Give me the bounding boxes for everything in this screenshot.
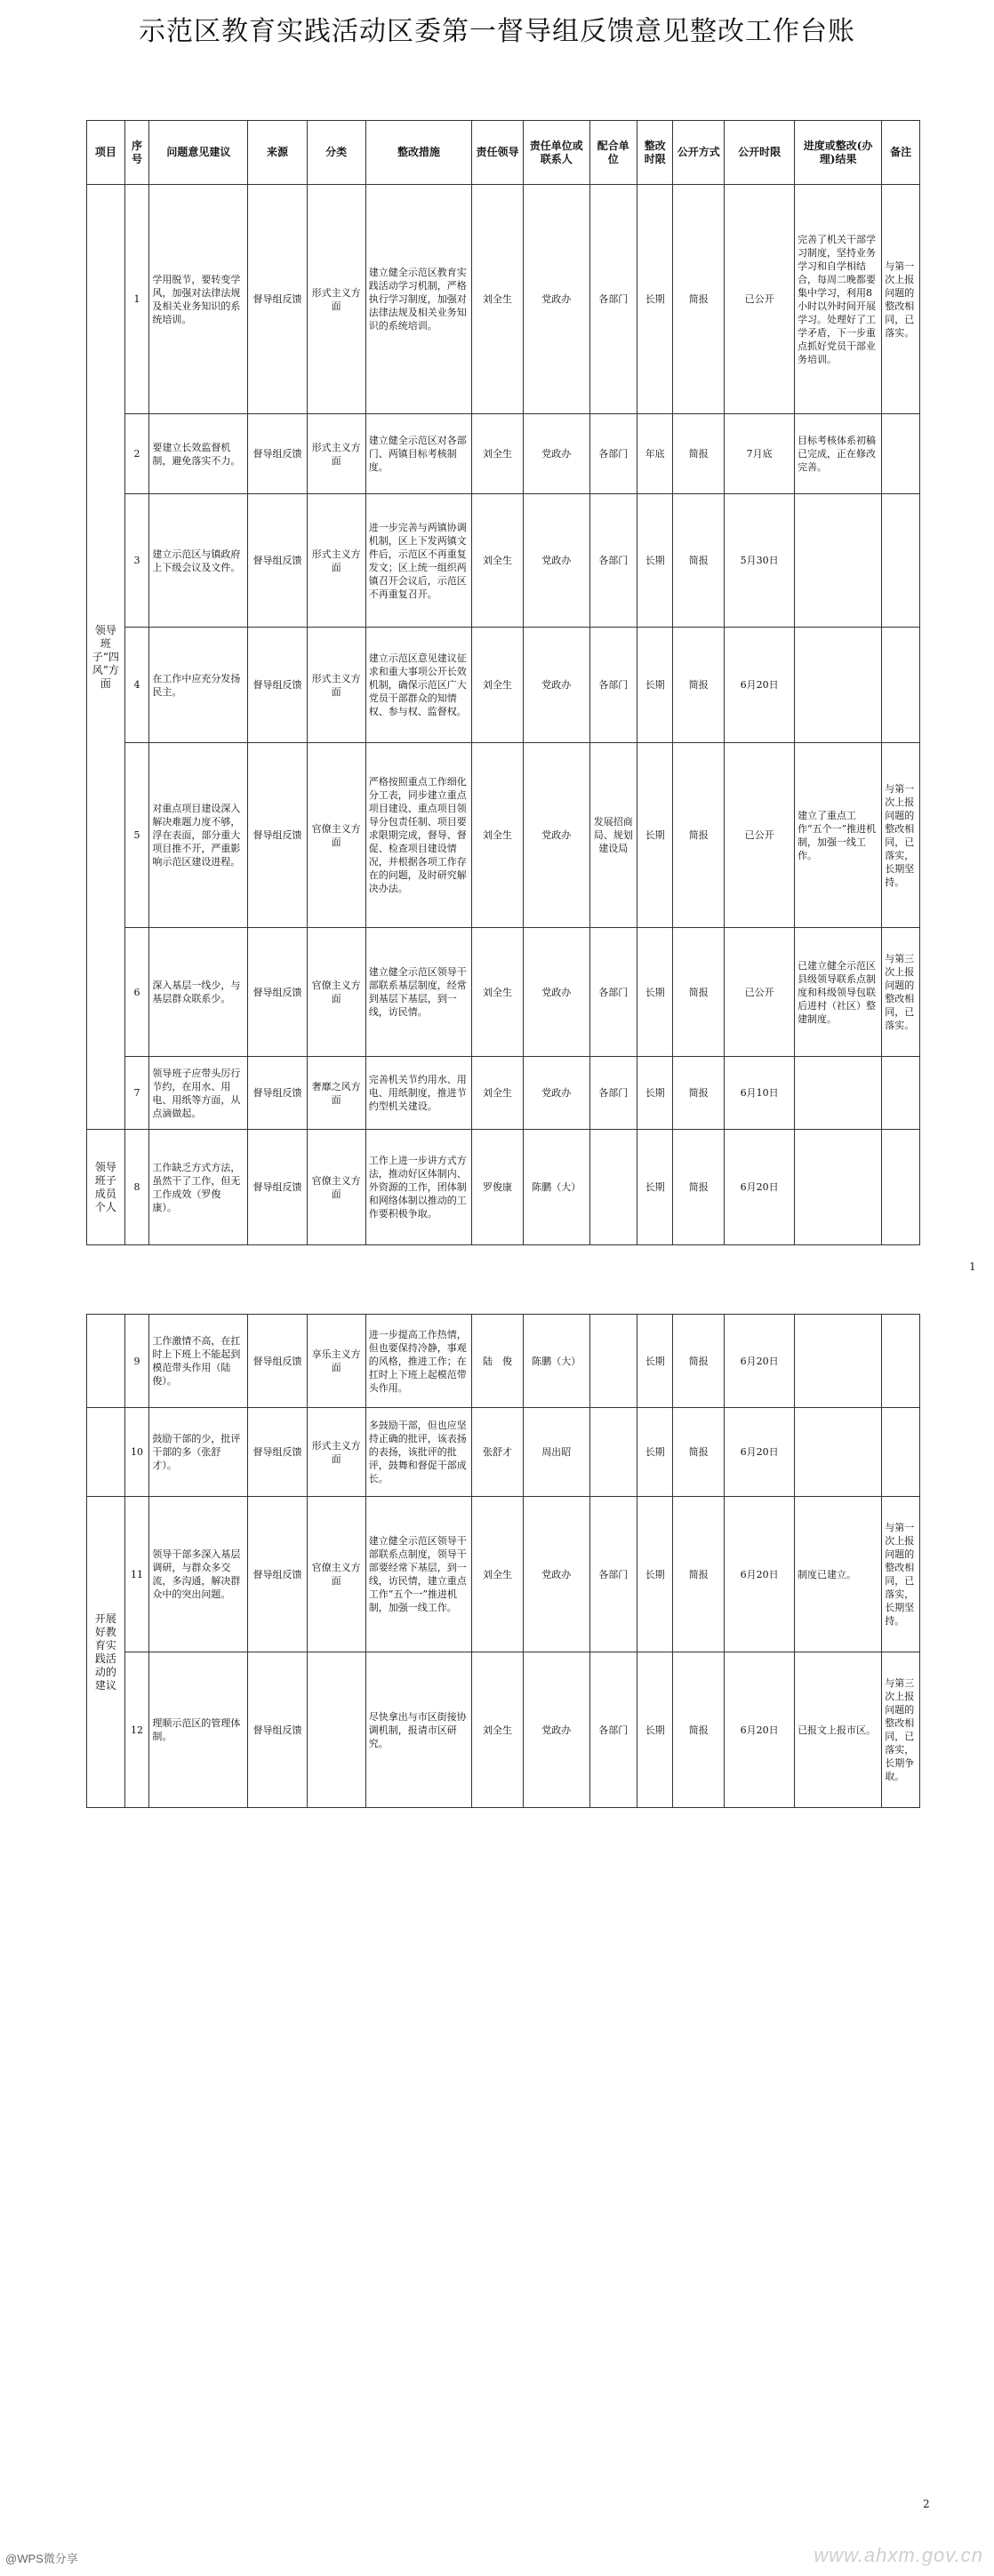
row-no: 1 bbox=[124, 185, 149, 414]
row-pubtime: 6月20日 bbox=[725, 1315, 795, 1408]
row-progress bbox=[795, 1057, 882, 1130]
row-unit: 党政办 bbox=[523, 743, 589, 928]
row-remarks bbox=[882, 1408, 920, 1497]
row-category bbox=[307, 1652, 365, 1808]
row-coop: 发展招商局、规划建设局 bbox=[589, 743, 637, 928]
row-pubtime: 6月20日 bbox=[725, 628, 795, 743]
row-category: 官僚主义方面 bbox=[307, 1130, 365, 1245]
row-issue: 对重点项目建设深入解决难题力度不够，浮在表面，部分重大项目推不开，严重影响示范区建设进程。 bbox=[149, 743, 248, 928]
row-pubtime: 6月20日 bbox=[725, 1408, 795, 1497]
row-coop: 各部门 bbox=[589, 628, 637, 743]
ledger-table-page-2 bbox=[86, 1314, 920, 1808]
row-measures: 工作上进一步讲方式方法，推动好区体制内、外资源的工作，团体制和网络体制以推动的工作要积极争取。 bbox=[365, 1130, 472, 1245]
row-unit: 周出昭 bbox=[523, 1408, 589, 1497]
row-source: 督导组反馈 bbox=[248, 414, 307, 494]
row-coop: 各部门 bbox=[589, 185, 637, 414]
row-issue: 工作激情不高，在扛时上下班上不能起到模范带头作用（陆俊）。 bbox=[149, 1315, 248, 1408]
row-unit: 党政办 bbox=[523, 494, 589, 628]
row-pubmode: 简报 bbox=[673, 185, 725, 414]
row-measures: 尽快拿出与市区街接协调机制，报请市区研究。 bbox=[365, 1652, 472, 1808]
row-issue: 要建立长效监督机制，避免落实不力。 bbox=[149, 414, 248, 494]
row-remarks: 与第三次上报问题的整改相同，已落实，长期争取。 bbox=[882, 1652, 920, 1808]
row-leader: 刘全生 bbox=[472, 928, 524, 1057]
row-progress bbox=[795, 1315, 882, 1408]
row-unit: 党政办 bbox=[523, 185, 589, 414]
row-pubtime: 已公开 bbox=[725, 743, 795, 928]
row-no: 2 bbox=[124, 414, 149, 494]
row-progress bbox=[795, 1408, 882, 1497]
row-unit: 党政办 bbox=[523, 628, 589, 743]
row-deadline: 长期 bbox=[637, 1652, 673, 1808]
row-no: 8 bbox=[124, 1130, 149, 1245]
row-pubmode: 简报 bbox=[673, 1315, 725, 1408]
row-pubtime: 6月20日 bbox=[725, 1130, 795, 1245]
row-leader: 张舒才 bbox=[472, 1408, 524, 1497]
header-measures: 整改措施 bbox=[365, 121, 472, 185]
table-row bbox=[87, 1315, 920, 1408]
row-category: 形式主义方面 bbox=[307, 1408, 365, 1497]
table-row bbox=[87, 928, 920, 1057]
row-progress bbox=[795, 1130, 882, 1245]
row-source: 督导组反馈 bbox=[248, 1408, 307, 1497]
header-leader: 责任领导 bbox=[472, 121, 524, 185]
group-label-individual: 领导班子成员个人 bbox=[87, 1130, 125, 1245]
row-coop bbox=[589, 1315, 637, 1408]
row-remarks: 与第一次上报问题的整改相同，已落实，长期坚持。 bbox=[882, 1497, 920, 1652]
row-pubtime: 已公开 bbox=[725, 185, 795, 414]
row-remarks bbox=[882, 1315, 920, 1408]
row-pubmode: 简报 bbox=[673, 628, 725, 743]
row-source: 督导组反馈 bbox=[248, 628, 307, 743]
row-deadline: 长期 bbox=[637, 185, 673, 414]
row-unit: 党政办 bbox=[523, 414, 589, 494]
row-pubtime: 5月30日 bbox=[725, 494, 795, 628]
row-source: 督导组反馈 bbox=[248, 1652, 307, 1808]
row-pubmode: 简报 bbox=[673, 1130, 725, 1245]
row-remarks bbox=[882, 628, 920, 743]
row-coop bbox=[589, 1130, 637, 1245]
row-measures: 进一步提高工作热情，但也要保持冷静，事观的风格，推进工作；在扛时上下班上起模范带头作用。 bbox=[365, 1315, 472, 1408]
row-progress: 已建立健全示范区县级领导联系点制度和科级领导包联后进村（社区）整建制度。 bbox=[795, 928, 882, 1057]
row-coop: 各部门 bbox=[589, 494, 637, 628]
group-label-blank bbox=[87, 1408, 125, 1497]
row-measures: 建立健全示范区领导干部联系点制度，领导干部要经常下基层，到一线，访民情，建立重点工作“五个一”推进机制，加强一线工作。 bbox=[365, 1497, 472, 1652]
row-coop bbox=[589, 1408, 637, 1497]
group-label-blank bbox=[87, 1315, 125, 1408]
row-unit: 党政办 bbox=[523, 928, 589, 1057]
row-coop: 各部门 bbox=[589, 1652, 637, 1808]
row-measures: 进一步完善与两镇协调机制，区上下发两镇文件后，示范区不再重复发文；区上统一组织两镇召开会议后，示范区不再重复召开。 bbox=[365, 494, 472, 628]
row-deadline: 长期 bbox=[637, 494, 673, 628]
row-progress: 完善了机关干部学习制度，坚持业务学习和自学相结合，每周二晚都要集中学习，利用8小时以外时间开展学习。处理好了工学矛盾，下一步重点抓好党员干部业务培训。 bbox=[795, 185, 882, 414]
row-leader: 刘全生 bbox=[472, 743, 524, 928]
row-leader: 刘全生 bbox=[472, 1057, 524, 1130]
table-row bbox=[87, 1652, 920, 1808]
header-pubmode: 公开方式 bbox=[673, 121, 725, 185]
row-remarks: 与第一次上报问题的整改相同，已落实。 bbox=[882, 185, 920, 414]
row-source: 督导组反馈 bbox=[248, 494, 307, 628]
row-deadline: 长期 bbox=[637, 1130, 673, 1245]
row-pubmode: 简报 bbox=[673, 414, 725, 494]
row-category: 形式主义方面 bbox=[307, 185, 365, 414]
ledger-table-page-1 bbox=[86, 120, 920, 1245]
row-source: 督导组反馈 bbox=[248, 1315, 307, 1408]
row-no: 10 bbox=[124, 1408, 149, 1497]
row-pubmode: 简报 bbox=[673, 494, 725, 628]
row-measures: 建立示范区意见建议征求和重大事项公开长效机制，确保示范区广大党员干部群众的知情权、参与权、监督权。 bbox=[365, 628, 472, 743]
row-pubtime: 6月20日 bbox=[725, 1652, 795, 1808]
row-coop: 各部门 bbox=[589, 1057, 637, 1130]
row-issue: 深入基层一线少，与基层群众联系少。 bbox=[149, 928, 248, 1057]
header-coop: 配合单位 bbox=[589, 121, 637, 185]
row-leader: 刘全生 bbox=[472, 1652, 524, 1808]
row-coop: 各部门 bbox=[589, 414, 637, 494]
row-pubtime: 6月20日 bbox=[725, 1497, 795, 1652]
header-deadline: 整改时限 bbox=[637, 121, 673, 185]
table-row bbox=[87, 1408, 920, 1497]
row-remarks: 与第三次上报问题的整改相同，已落实。 bbox=[882, 928, 920, 1057]
row-source: 督导组反馈 bbox=[248, 1497, 307, 1652]
row-pubtime: 7月底 bbox=[725, 414, 795, 494]
row-no: 5 bbox=[124, 743, 149, 928]
page-title: 示范区教育实践活动区委第一督导组反馈意见整改工作台账 bbox=[139, 16, 855, 47]
table-row bbox=[87, 185, 920, 414]
header-progress: 进度或整改(办理)结果 bbox=[795, 121, 882, 185]
header-category: 分类 bbox=[307, 121, 365, 185]
table-row bbox=[87, 1130, 920, 1245]
row-pubtime: 已公开 bbox=[725, 928, 795, 1057]
header-remarks: 备注 bbox=[882, 121, 920, 185]
header-item: 项目 bbox=[87, 121, 125, 185]
row-deadline: 长期 bbox=[637, 1057, 673, 1130]
row-progress: 目标考核体系初稿已完成，正在修改完善。 bbox=[795, 414, 882, 494]
row-issue: 学用脱节，要转变学风，加强对法律法规及相关业务知识的系统培训。 bbox=[149, 185, 248, 414]
table-row bbox=[87, 628, 920, 743]
table-row bbox=[87, 1497, 920, 1652]
row-progress bbox=[795, 628, 882, 743]
row-no: 9 bbox=[124, 1315, 149, 1408]
row-category: 形式主义方面 bbox=[307, 628, 365, 743]
row-coop: 各部门 bbox=[589, 928, 637, 1057]
row-remarks bbox=[882, 1130, 920, 1245]
row-deadline: 长期 bbox=[637, 1315, 673, 1408]
row-category: 享乐主义方面 bbox=[307, 1315, 365, 1408]
row-deadline: 长期 bbox=[637, 743, 673, 928]
row-remarks bbox=[882, 1057, 920, 1130]
row-measures: 多鼓励干部，但也应坚持正确的批评，该表扬的表扬，该批评的批评，鼓舞和督促干部成长。 bbox=[365, 1408, 472, 1497]
header-pubtime: 公开时限 bbox=[725, 121, 795, 185]
row-unit: 陈鹏（大） bbox=[523, 1130, 589, 1245]
row-measures: 严格按照重点工作细化分工表，同步建立重点项目建设、重点项目领导分包责任制、项目要求限期完成，督导、督促、检查项目建设情况，并根据各项工作存在的问题，及时研究解决办法。 bbox=[365, 743, 472, 928]
row-pubmode: 简报 bbox=[673, 1652, 725, 1808]
row-progress bbox=[795, 494, 882, 628]
row-progress: 制度已建立。 bbox=[795, 1497, 882, 1652]
table-row bbox=[87, 414, 920, 494]
row-leader: 刘全生 bbox=[472, 1497, 524, 1652]
row-pubmode: 简报 bbox=[673, 743, 725, 928]
row-remarks: 与第一次上报问题的整改相同，已落实，长期坚持。 bbox=[882, 743, 920, 928]
row-no: 3 bbox=[124, 494, 149, 628]
row-category: 形式主义方面 bbox=[307, 414, 365, 494]
row-issue: 工作缺乏方式方法，虽然干了工作，但无工作成效（罗俊康）。 bbox=[149, 1130, 248, 1245]
header-source: 来源 bbox=[248, 121, 307, 185]
row-leader: 陆 俊 bbox=[472, 1315, 524, 1408]
row-source: 督导组反馈 bbox=[248, 1057, 307, 1130]
row-source: 督导组反馈 bbox=[248, 1130, 307, 1245]
row-remarks bbox=[882, 494, 920, 628]
row-deadline: 长期 bbox=[637, 1408, 673, 1497]
row-coop: 各部门 bbox=[589, 1497, 637, 1652]
header-issue: 问题意见建议 bbox=[149, 121, 248, 185]
row-category: 官僚主义方面 bbox=[307, 1497, 365, 1652]
header-no: 序号 bbox=[124, 121, 149, 185]
table-row bbox=[87, 743, 920, 928]
row-pubmode: 简报 bbox=[673, 928, 725, 1057]
row-issue: 理顺示范区的管理体制。 bbox=[149, 1652, 248, 1808]
row-pubmode: 简报 bbox=[673, 1497, 725, 1652]
wps-share-watermark: @WPS微分享 bbox=[5, 2552, 78, 2565]
row-leader: 刘全生 bbox=[472, 185, 524, 414]
row-measures: 建立健全示范区对各部门、两镇目标考核制度。 bbox=[365, 414, 472, 494]
page-number: 2 bbox=[923, 2498, 930, 2510]
row-no: 6 bbox=[124, 928, 149, 1057]
row-issue: 在工作中应充分发扬民主。 bbox=[149, 628, 248, 743]
row-leader: 刘全生 bbox=[472, 494, 524, 628]
group-label-suggestions: 开展好教育实践活动的建议 bbox=[87, 1497, 125, 1808]
row-measures: 建立健全示范区教育实践活动学习机制，严格执行学习制度，加强对法律法规及相关业务知识的系统培训。 bbox=[365, 185, 472, 414]
site-watermark: www.ahxm.gov.cn bbox=[814, 2544, 983, 2566]
row-deadline: 长期 bbox=[637, 628, 673, 743]
row-leader: 刘全生 bbox=[472, 414, 524, 494]
row-deadline: 年底 bbox=[637, 414, 673, 494]
page-number: 1 bbox=[969, 1260, 976, 1273]
header-unit: 责任单位或联系人 bbox=[523, 121, 589, 185]
row-pubtime: 6月10日 bbox=[725, 1057, 795, 1130]
row-no: 11 bbox=[124, 1497, 149, 1652]
row-measures: 建立健全示范区领导干部联系基层制度，经常到基层下基层，到一线，访民情。 bbox=[365, 928, 472, 1057]
row-category: 官僚主义方面 bbox=[307, 743, 365, 928]
row-unit: 党政办 bbox=[523, 1057, 589, 1130]
row-remarks bbox=[882, 414, 920, 494]
row-issue: 领导班子应带头厉行节约，在用水、用电、用纸等方面，从点滴做起。 bbox=[149, 1057, 248, 1130]
row-leader: 刘全生 bbox=[472, 628, 524, 743]
row-issue: 鼓励干部的少，批评干部的多（张舒才）。 bbox=[149, 1408, 248, 1497]
row-measures: 完善机关节约用水、用电、用纸制度，推进节约型机关建设。 bbox=[365, 1057, 472, 1130]
row-category: 奢靡之风方面 bbox=[307, 1057, 365, 1130]
row-issue: 建立示范区与镇政府上下级会议及文件。 bbox=[149, 494, 248, 628]
row-source: 督导组反馈 bbox=[248, 185, 307, 414]
row-pubmode: 简报 bbox=[673, 1408, 725, 1497]
row-leader: 罗俊康 bbox=[472, 1130, 524, 1245]
row-unit: 陈鹏（大） bbox=[523, 1315, 589, 1408]
row-no: 4 bbox=[124, 628, 149, 743]
row-pubmode: 简报 bbox=[673, 1057, 725, 1130]
table-row bbox=[87, 494, 920, 628]
row-source: 督导组反馈 bbox=[248, 928, 307, 1057]
row-deadline: 长期 bbox=[637, 1497, 673, 1652]
group-label-four-styles: 领导班子“四风”方面 bbox=[87, 185, 125, 1130]
row-unit: 党政办 bbox=[523, 1652, 589, 1808]
row-progress: 已报文上报市区。 bbox=[795, 1652, 882, 1808]
row-progress: 建立了重点工作“五个一”推进机制，加强一线工作。 bbox=[795, 743, 882, 928]
row-issue: 领导干部多深入基层调研，与群众多交流，多沟通，解决群众中的突出问题。 bbox=[149, 1497, 248, 1652]
row-no: 12 bbox=[124, 1652, 149, 1808]
table-header-row bbox=[87, 121, 920, 185]
row-unit: 党政办 bbox=[523, 1497, 589, 1652]
row-deadline: 长期 bbox=[637, 928, 673, 1057]
row-source: 督导组反馈 bbox=[248, 743, 307, 928]
table-row bbox=[87, 1057, 920, 1130]
row-category: 官僚主义方面 bbox=[307, 928, 365, 1057]
row-no: 7 bbox=[124, 1057, 149, 1130]
row-category: 形式主义方面 bbox=[307, 494, 365, 628]
